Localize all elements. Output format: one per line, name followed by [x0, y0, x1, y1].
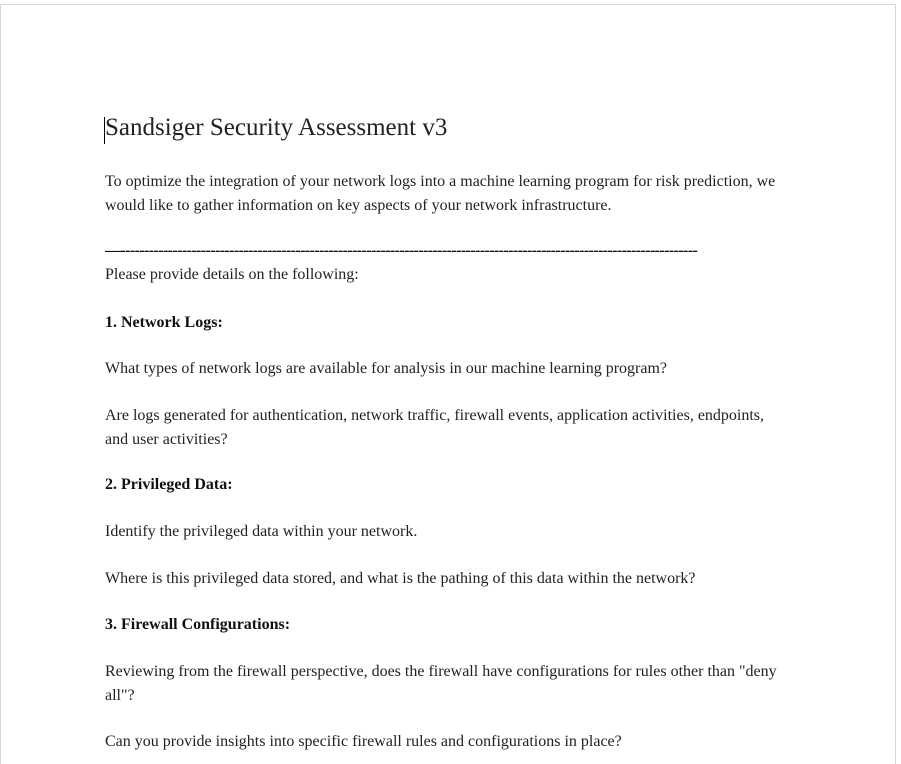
question-firewall-insights[interactable]: Can you provide insights into specific firewall rules and configurations in place? [105, 733, 622, 750]
question-log-types[interactable]: What types of network logs are available for analysis in our machine learning program? [105, 360, 668, 377]
prompt-text[interactable]: Please provide details on the following: [105, 266, 359, 283]
section-heading-firewall[interactable]: 3. Firewall Configurations: [105, 616, 291, 633]
document-title[interactable]: Sandsiger Security Assessment v3 [105, 114, 448, 141]
section-heading-network-logs[interactable]: 1. Network Logs: [105, 314, 223, 331]
section-divider: —-------------------------------------------------------------------------------------------------------------------------- [105, 242, 698, 259]
section-heading-privileged-data[interactable]: 2. Privileged Data: [105, 476, 233, 493]
question-privileged-data-storage[interactable]: Where is this privileged data stored, and what is the pathing of this data within the network? [105, 570, 696, 587]
document-page[interactable] [0, 4, 896, 764]
question-identify-privileged-data[interactable]: Identify the privileged data within your network. [105, 523, 418, 540]
question-log-sources[interactable]: Are logs generated for authentication, network traffic, firewall events, application activities, endpoints, and user activities? [105, 407, 765, 448]
question-firewall-rules[interactable]: Reviewing from the firewall perspective, does the firewall have configurations for rules other than "deny all"? [105, 663, 777, 704]
intro-paragraph[interactable]: To optimize the integration of your network logs into a machine learning program for risk prediction, we would like to gather information on key aspects of your network infrastructure. [105, 173, 776, 214]
